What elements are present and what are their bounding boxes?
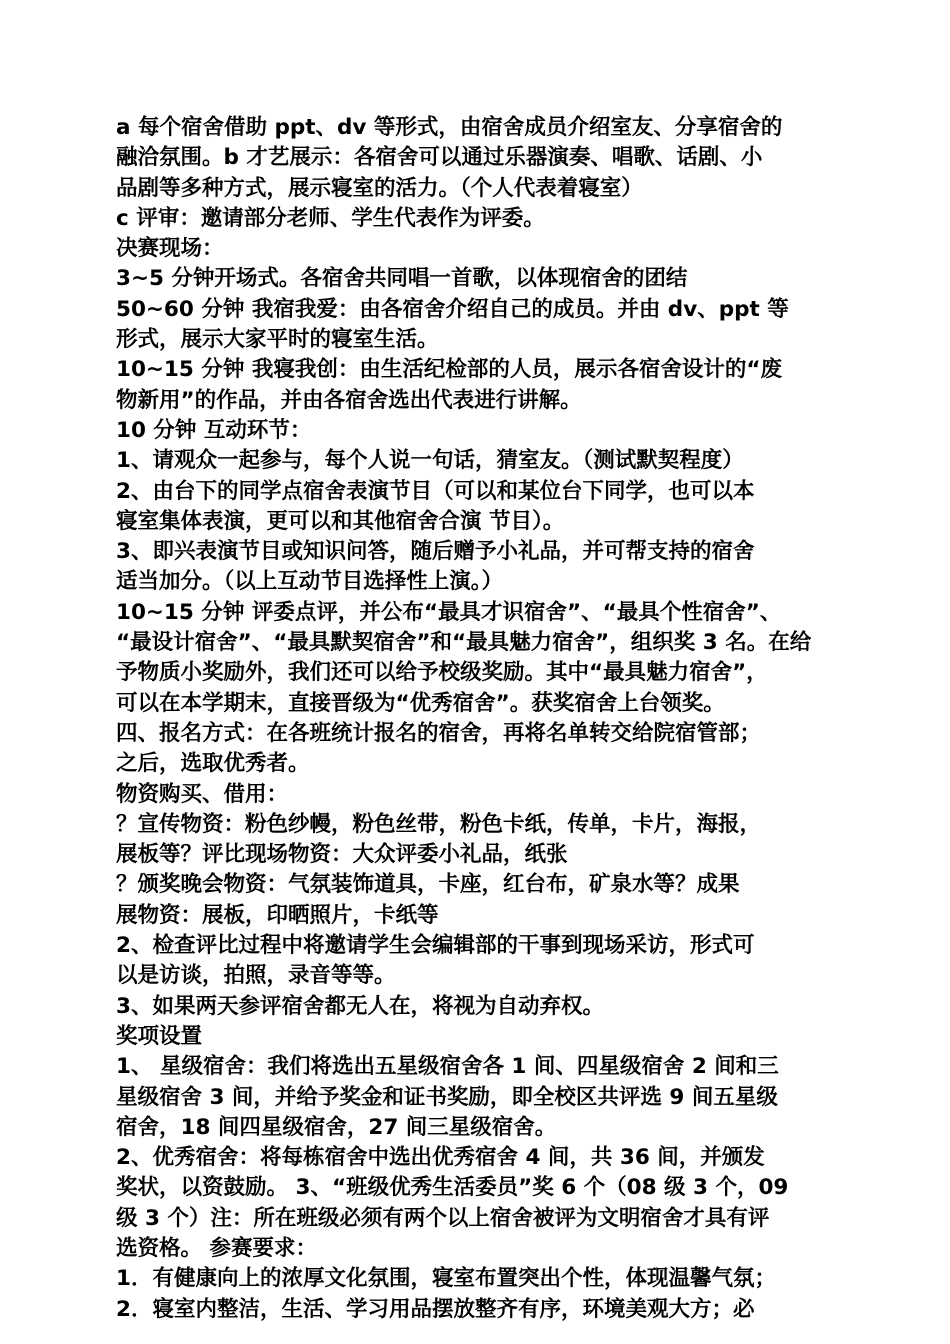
text-line: 1、 星级宿舍：我们将选出五星级宿舍各 1 间、四星级宿舍 2 间和三 [116,1054,779,1080]
section-heading: 决赛现场： [116,236,224,262]
text-line: ？颁奖晚会物资：气氛装饰道具，卡座，红台布，矿泉水等？成果 [116,872,740,898]
text-line: a 每个宿舍借助 ppt、dv 等形式，由宿舍成员介绍室友、分享宿舍的 [116,115,783,140]
text-line: 宿舍，18 间四星级宿舍，27 间三星级宿舍。 [116,1114,557,1140]
text-line: 予物质小奖励外，我们还可以给予校级奖励。其中“最具魅力宿舍”， [116,660,768,686]
text-line: 形式，展示大家平时的寝室生活。 [116,327,439,353]
section-heading: 奖项设置 [116,1023,203,1049]
text-line: 展物资：展板，印晒照片，卡纸等 [116,902,439,928]
text-line: 2．寝室内整洁，生活、学习用品摆放整齐有序，环境美观大方；必 [116,1296,755,1322]
text-line: 50~60 分钟 我宿我爱：由各宿舍介绍自己的成员。并由 dv、ppt 等 [116,296,789,322]
text-line: 3~5 分钟开场式。各宿舍共同唱一首歌，以体现宿舍的团结 [116,266,688,292]
text-line: c 评审：邀请部分老师、学生代表作为评委。 [116,205,545,231]
text-line: 品剧等多种方式，展示寝室的活力。（个人代表着寝室） [116,175,643,201]
text-line: 星级宿舍 3 间，并给予奖金和证书奖励，即全校区共评选 9 间五星级 [116,1084,778,1110]
text-line: 可以在本学期末，直接晋级为“优秀宿舍”。获奖宿舍上台领奖。 [116,690,725,716]
text-line: 3、如果两天参评宿舍都无人在，将视为自动弃权。 [116,993,604,1019]
text-line: 2、由台下的同学点宿舍表演节目（可以和某位台下同学，也可以本 [116,478,755,504]
text-line: 10 分钟 互动环节： [116,417,312,443]
text-line: 融洽氛围。b 才艺展示：各宿舍可以通过乐器演奏、唱歌、话剧、小 [116,145,763,171]
text-line: 奖状，以资鼓励。 3、“班级优秀生活委员”奖 6 个（08 级 3 个，09 [116,1175,789,1201]
text-line: 适当加分。（以上互动节目选择性上演。） [116,569,504,595]
text-line: 1、请观众一起参与，每个人说一句话，猜室友。（测试默契程度） [116,448,744,474]
text-line: “最设计宿舍”、“最具默契宿舍”和“最具魅力宿舍”，组织奖 3 名。在给 [116,630,812,656]
text-line: 10~15 分钟 评委点评，并公布“最具才识宿舍”、“最具个性宿舍”、 [116,599,782,625]
document-page [116,113,836,1325]
text-line: 展板等？评比现场物资：大众评委小礼品，纸张 [116,842,568,868]
text-line: 2、检查评比过程中将邀请学生会编辑部的干事到现场采访，形式可 [116,933,755,959]
text-line: 1．有健康向上的浓厚文化氛围，寝室布置突出个性，体现温馨气氛； [116,1266,776,1292]
section-heading: 物资购买、借用： [116,781,289,807]
text-line: 寝室集体表演，更可以和其他宿舍合演 节目）。 [116,508,565,534]
text-line: 以是访谈，拍照，录音等等。 [116,963,396,989]
text-line: 级 3 个）注：所在班级必须有两个以上宿舍被评为文明宿舍才具有评 [116,1205,770,1231]
text-line: 3、即兴表演节目或知识问答，随后赠予小礼品，并可帮支持的宿舍 [116,539,755,565]
text-line: 选资格。 参赛要求： [116,1235,317,1261]
text-line: 物新用”的作品，并由各宿舍选出代表进行讲解。 [116,387,582,413]
text-line: 之后，选取优秀者。 [116,751,310,777]
text-line: 四、报名方式：在各班统计报名的宿舍，再将名单转交给院宿管部； [116,720,762,746]
text-line: 10~15 分钟 我寝我创：由生活纪检部的人员，展示各宿舍设计的“废 [116,357,782,383]
text-line: ？宣传物资：粉色纱幔，粉色丝带，粉色卡纸，传单，卡片，海报， [116,811,762,837]
text-line: 2、优秀宿舍：将每栋宿舍中选出优秀宿舍 4 间，共 36 间，并颁发 [116,1145,765,1171]
